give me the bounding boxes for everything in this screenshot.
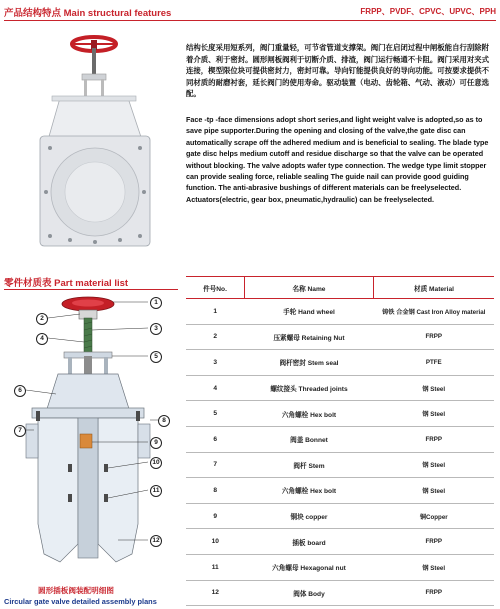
part-name-cell: 阀体 Body bbox=[245, 580, 374, 606]
part-name-cell: 压紧螺母 Retaining Nut bbox=[245, 324, 374, 350]
table-row bbox=[186, 580, 494, 606]
part-material-cell: FRPP bbox=[374, 426, 495, 452]
table-row bbox=[186, 478, 494, 504]
part-material-cell: PTFE bbox=[374, 350, 495, 376]
table-row bbox=[186, 503, 494, 529]
part-no-cell: 6 bbox=[186, 426, 245, 452]
bonnet-shape bbox=[48, 98, 142, 140]
part-material-cell: FRPP bbox=[374, 580, 495, 606]
part-name-cell: 插板 board bbox=[245, 529, 374, 555]
callout-6: 6 bbox=[14, 385, 26, 397]
col-header-no: 件号No. bbox=[186, 277, 245, 299]
table-row bbox=[186, 401, 494, 427]
part-no-cell: 1 bbox=[186, 299, 245, 325]
col-header-name: 名称 Name bbox=[245, 277, 374, 299]
materials-list: FRPP、PVDF、CPVC、UPVC、PPH bbox=[360, 7, 496, 16]
callout-9: 9 bbox=[150, 437, 162, 449]
table-row bbox=[186, 426, 494, 452]
callout-1: 1 bbox=[150, 297, 162, 309]
parts-table bbox=[186, 276, 494, 606]
table-row bbox=[186, 554, 494, 580]
part-name-cell: 手轮 Hand wheel bbox=[245, 299, 374, 325]
table-row bbox=[186, 529, 494, 555]
part-material-cell: 钢 Steel bbox=[374, 554, 495, 580]
features-text-en: Face -tp -face dimensions adopt short series,and light weight valve is adopted,so as to save pipe supporter.During the opening and closing of the valve,the gate disc can automatically scrape off the adhered medium and is beneficial to sealing. The blade type gate disc helps medium cutoff and residue discharge so that the valve can be operated without blocking. The valve adopts wafer type connection. The wedge type limit stopper can provide sealing force, reliable sealing The guide nail can provide good guiding function. The anti-abrasive bushings of different materials can be freelyselected. Actuators(electric, gear box, pneumatic,hydraulic) can be freelyselected. bbox=[186, 115, 489, 204]
part-no-cell: 4 bbox=[186, 375, 245, 401]
parts-divider bbox=[4, 289, 178, 290]
part-material-cell: FRPP bbox=[374, 324, 495, 350]
table-header-row bbox=[186, 277, 494, 299]
part-no-cell: 10 bbox=[186, 529, 245, 555]
part-no-cell: 2 bbox=[186, 324, 245, 350]
part-no-cell: 8 bbox=[186, 478, 245, 504]
part-no-cell: 11 bbox=[186, 554, 245, 580]
part-no-cell: 9 bbox=[186, 503, 245, 529]
callout-4: 4 bbox=[36, 333, 48, 345]
table-row bbox=[186, 324, 494, 350]
callout-3: 3 bbox=[150, 323, 162, 335]
part-no-cell: 7 bbox=[186, 452, 245, 478]
product-photo bbox=[30, 30, 160, 255]
part-material-cell: 铸铁 合金钢 Cast Iron Alloy material bbox=[374, 299, 495, 325]
part-material-cell: FRPP bbox=[374, 529, 495, 555]
part-name-cell: 铜块 copper bbox=[245, 503, 374, 529]
drawing-caption-cn: 圆形插板阀装配明细图 bbox=[38, 586, 114, 595]
table-row bbox=[186, 350, 494, 376]
col-header-material: 材质 Material bbox=[374, 277, 495, 299]
callout-12: 12 bbox=[150, 535, 162, 547]
callout-8: 8 bbox=[158, 415, 170, 427]
part-material-cell: 铜Copper bbox=[374, 503, 495, 529]
part-material-cell: 钢 Steel bbox=[374, 401, 495, 427]
table-row bbox=[186, 375, 494, 401]
part-name-cell: 阀盖 Bonnet bbox=[245, 426, 374, 452]
features-text-cn: 结构长度采用短系列，阀门重量轻，可节省管道支撑架。阀门在启闭过程中闸板能自行刮除附着介质、利于密封。圆形闸板阀利于切断介质、排渣，阀门运行畅通不卡阻。阀门采用对夹式连接，楔型限位块可提供密封力，密封可靠。导向钉能提供良好的导向功能。可按要求提供不同材质的耐磨衬套，延长阀门的使用寿命。驱动装置（电动、齿轮箱、气动、液动）可任意选配。 bbox=[186, 43, 490, 99]
part-no-cell: 12 bbox=[186, 580, 245, 606]
callout-10: 10 bbox=[150, 457, 162, 469]
part-name-cell: 六角螺栓 Hex bolt bbox=[245, 478, 374, 504]
section-title-structural: 产品结构特点 Main structural features bbox=[4, 8, 172, 19]
callout-2: 2 bbox=[36, 313, 48, 325]
section-title-parts: 零件材质表 Part material list bbox=[4, 278, 129, 289]
part-name-cell: 螺纹接头 Threaded joints bbox=[245, 375, 374, 401]
callout-7: 7 bbox=[14, 425, 26, 437]
part-name-cell: 阀杆 Stem bbox=[245, 452, 374, 478]
part-name-cell: 阀杆密封 Stem seal bbox=[245, 350, 374, 376]
part-material-cell: 钢 Steel bbox=[374, 375, 495, 401]
part-name-cell: 六角螺栓 Hex bolt bbox=[245, 401, 374, 427]
part-material-cell: 钢 Steel bbox=[374, 478, 495, 504]
callout-5: 5 bbox=[150, 351, 162, 363]
part-name-cell: 六角螺母 Hexagonal nut bbox=[245, 554, 374, 580]
callout-11: 11 bbox=[150, 485, 162, 497]
drawing-caption-en: Circular gate valve detailed assembly plans bbox=[4, 597, 157, 606]
header-divider bbox=[4, 20, 496, 21]
part-no-cell: 5 bbox=[186, 401, 245, 427]
part-no-cell: 3 bbox=[186, 350, 245, 376]
table-row bbox=[186, 452, 494, 478]
table-row bbox=[186, 299, 494, 325]
parts-table-body bbox=[186, 299, 494, 606]
part-material-cell: 钢 Steel bbox=[374, 452, 495, 478]
